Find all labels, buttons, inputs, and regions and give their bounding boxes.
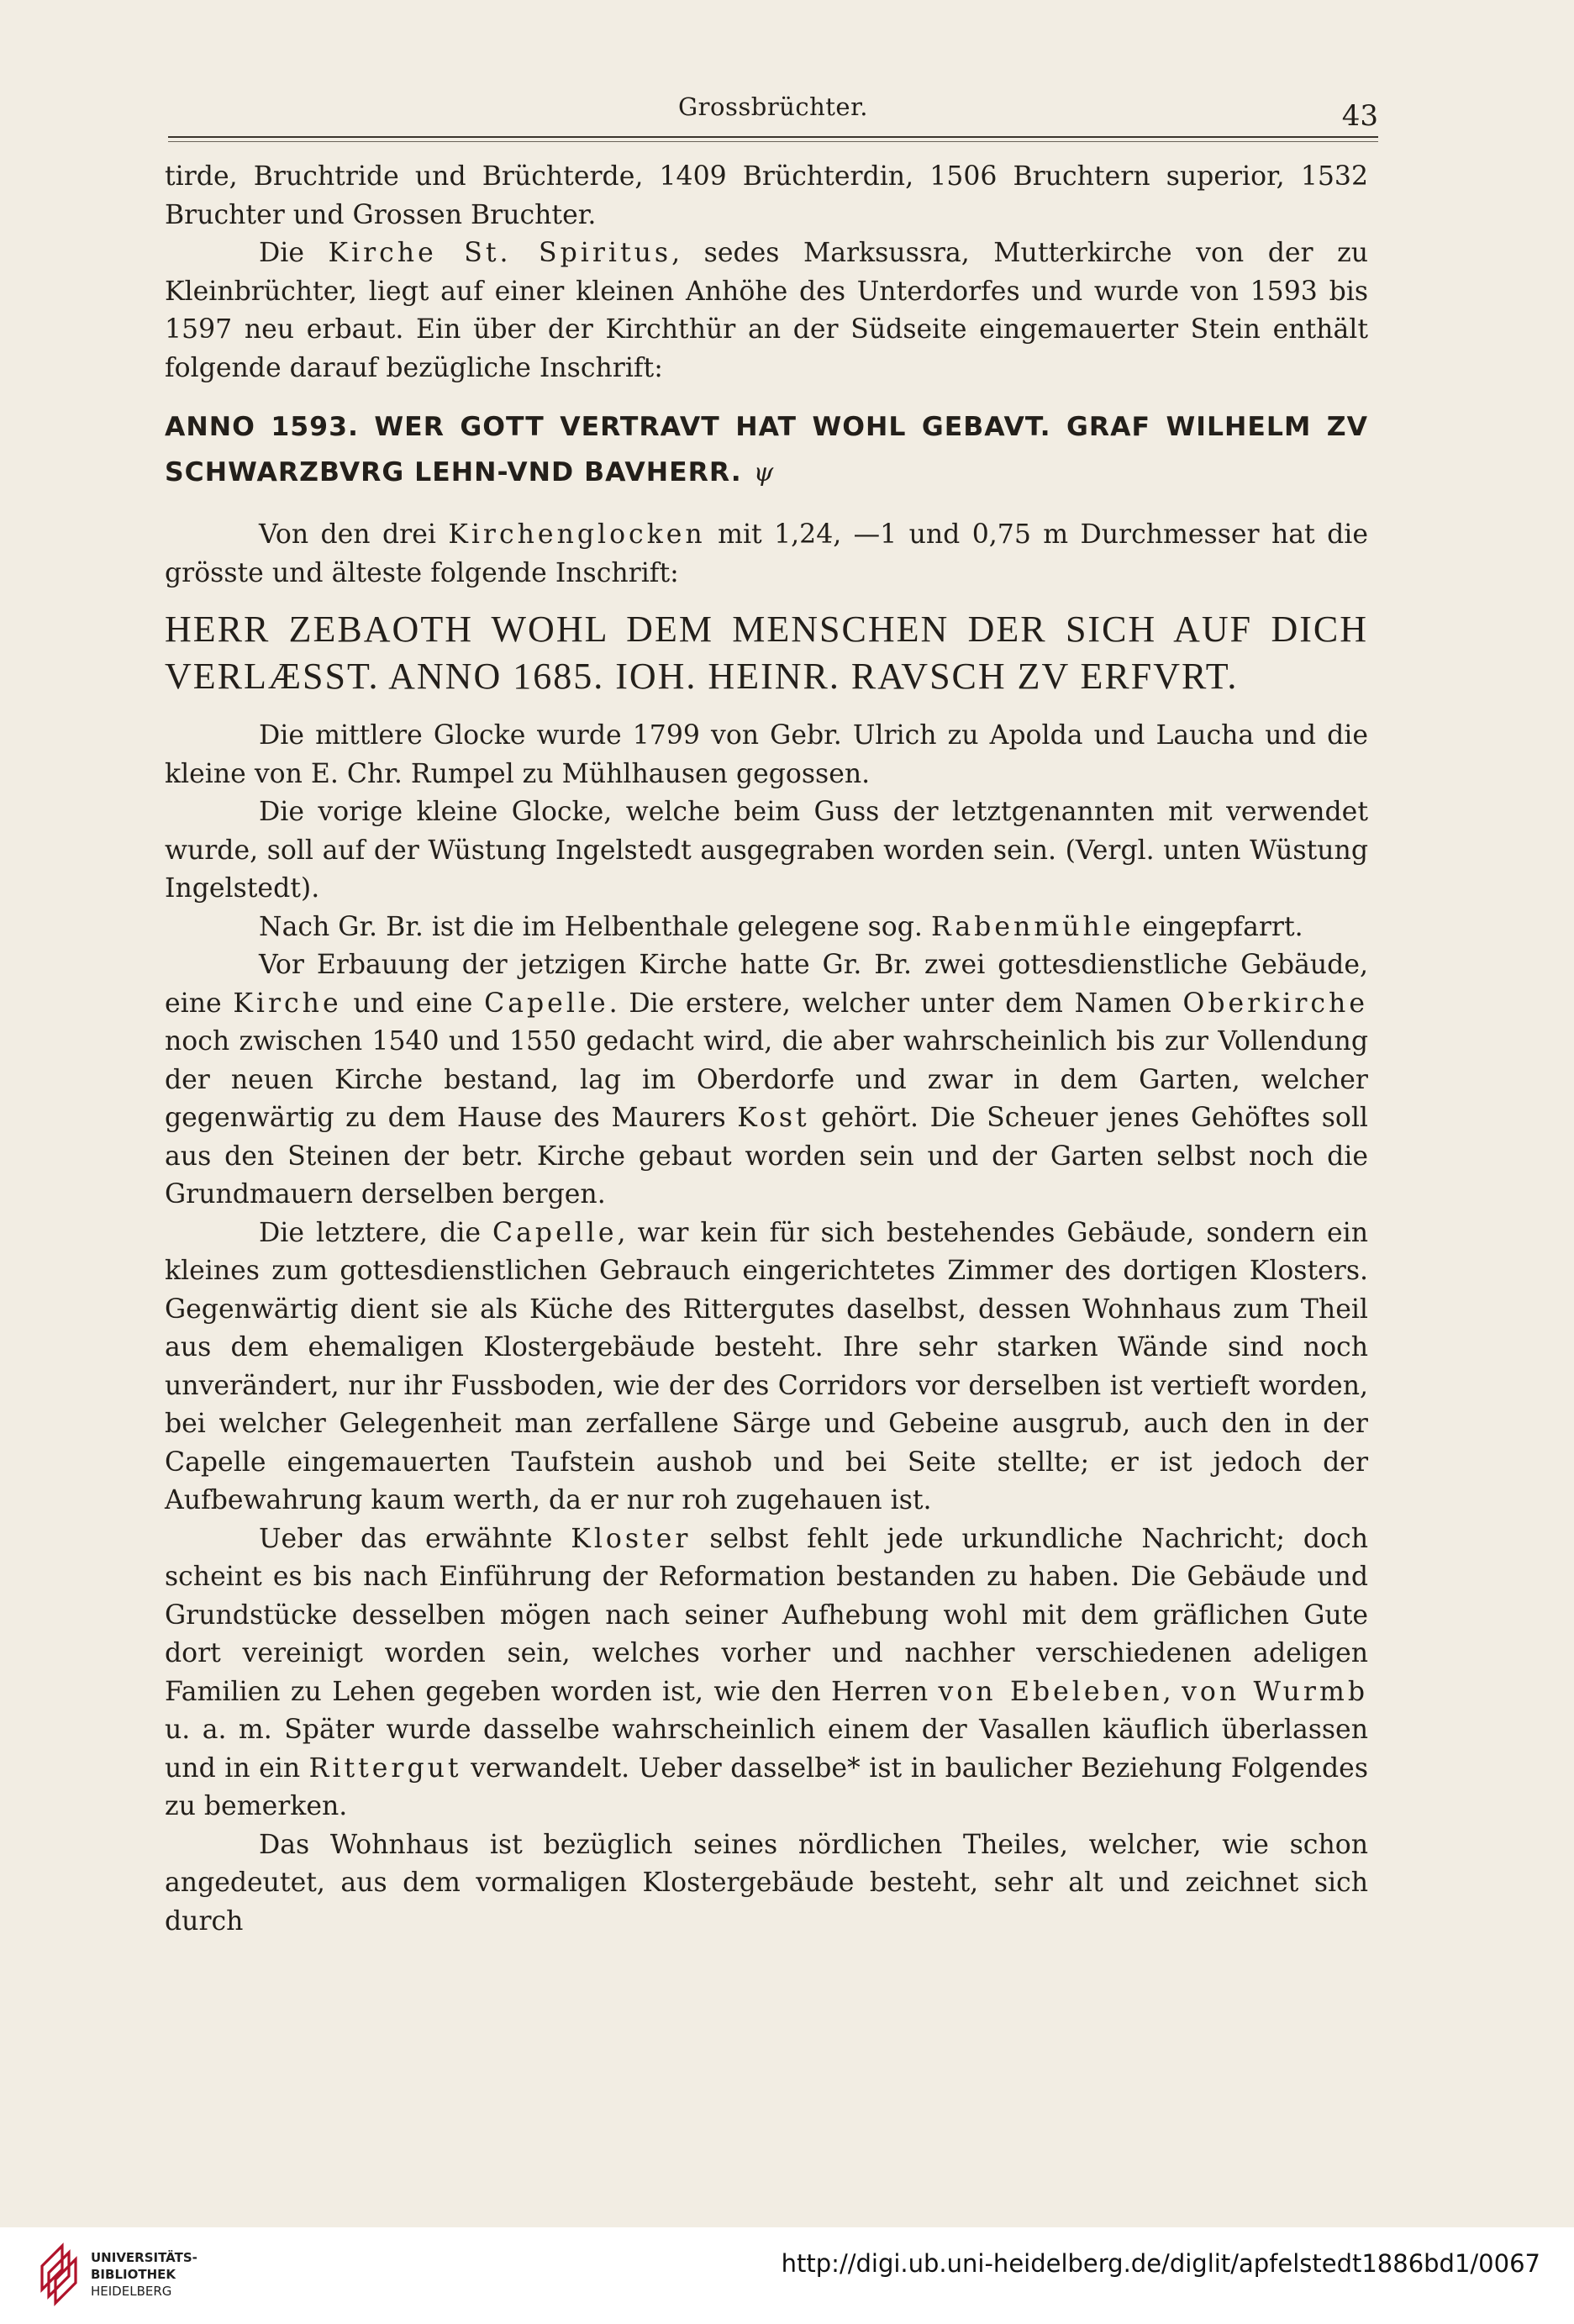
paragraph-7	[165, 946, 1368, 1215]
page-header	[168, 84, 1378, 145]
inscription-bell-text: HERR ZEBAOTH WOHL DEM MENSCHEN DER SICH AUF DICH VERLÆSST. ANNO 1685. IOH. HEINR. RAVSCH ZV ERFVRT.	[165, 609, 1368, 697]
ub-heidelberg-logo-icon	[29, 2241, 87, 2311]
paragraph-7-spaced-kirche: Kirche	[233, 988, 342, 1019]
paragraph-10-text: Das Wohnhaus ist bezüglich seines nördlichen Theiles, welcher, wie schon angedeutet, aus dem vormaligen Klostergebäude besteht, sehr alt und zeichnet sich durch	[165, 1829, 1368, 1937]
paragraph-1-text: tirde, Bruchtride und Brüchterde, 1409 Brüchterdin, 1506 Bruchtern superior, 1532 Bruchter und Grossen Bruchter.	[165, 161, 1368, 230]
running-title: Grossbrüchter.	[678, 92, 868, 121]
paragraph-2	[165, 235, 1368, 387]
paragraph-6	[165, 909, 1368, 947]
paragraph-6-spaced: Rabenmühle	[930, 911, 1134, 942]
paragraph-9-spaced-rittergut: Rittergut	[308, 1752, 462, 1784]
paragraph-5	[165, 793, 1368, 909]
library-name-line-3: HEIDELBERG	[91, 2284, 172, 2299]
paragraph-9-text-g: u. a. m. Später wurde dasselbe wahrscheinlich einem der Vasallen käuflich überlassen und in ein	[165, 1715, 1368, 1784]
inscription-bell	[165, 606, 1368, 700]
page-number: 43	[1341, 99, 1378, 133]
paragraph-7-text-e: . Die erstere, welcher unter dem Namen	[608, 988, 1183, 1019]
paragraph-7-spaced-capelle: Capelle	[484, 988, 609, 1019]
inscription-stone	[165, 404, 1368, 496]
paragraph-8-spaced-capelle: Capelle	[492, 1217, 618, 1248]
paragraph-9-spaced-kloster: Kloster	[571, 1523, 692, 1554]
paragraph-9-text-i: verwandelt. Ueber dasselbe* ist in baulicher Beziehung Folgendes zu bemerken.	[165, 1752, 1368, 1821]
paragraph-7-spaced-kost: Kost	[737, 1103, 810, 1133]
paragraph-7-text-i: gehört. Die Scheuer jenes Gehöftes soll aus den Steinen der betr. Kirche gebaut worden sein und der Garten selbst noch die Grundmauern derselben bergen.	[165, 1103, 1368, 1209]
header-rule-thin	[168, 141, 1378, 142]
library-name-line-1: UNIVERSITÄTS-	[91, 2250, 197, 2265]
paragraph-9-spaced-wurmb: von Wurmb	[1182, 1676, 1369, 1707]
paragraph-9	[165, 1520, 1368, 1826]
paragraph-6-text-a: Nach Gr. Br. ist die im Helbenthale gelegene sog.	[259, 911, 931, 942]
paragraph-2-spaced: Kirche St. Spiritus	[328, 238, 672, 268]
paragraph-7-text-g: noch zwischen 1540 und 1550 gedacht wird, die aber wahrscheinlich bis zur Vollendung der neuen Kirche bestand, lag im Oberdorfe und zwar in dem Garten, welcher gegenwärtig zu dem Hause des Maurers	[165, 1026, 1368, 1133]
paragraph-4	[165, 717, 1368, 793]
mason-mark: ψ	[753, 458, 775, 487]
paragraph-3-spaced: Kirchenglocken	[448, 519, 706, 550]
inscription-stone-text: ANNO 1593. WER GOTT VERTRAVT HAT WOHL GEBAVT. GRAF WILHELM ZV SCHWARZBVRG LEHN-VND BAVHERR.	[165, 412, 1368, 487]
paragraph-3-text-b: mit 1,24, —1 und 0,75 m Durchmesser hat die grösste und älteste folgende Inschrift:	[165, 519, 1368, 588]
paragraph-8-text-c: , war kein für sich bestehendes Gebäude, sondern ein kleines zum gottesdienstlichen Gebrauch eingerichtetes Zimmer des dortigen Klosters. Gegenwärtig dient sie als Küche des Rittergutes daselbst, dessen Wohnhaus zum Theil aus dem ehemaligen Klostergebäude besteht. Ihre sehr starken Wände sind noch unverändert, nur ihr Fussboden, wie der des Corridors vor derselben ist vertieft worden, bei welcher Gelegenheit man zerfallene Särge und Gebeine ausgrub, auch den in der Capelle eingemauerten Taufstein aushob und bei Seite stellte; er ist jedoch der Aufbewahrung kaum werth, da er nur roh zugehauen ist.	[165, 1217, 1368, 1515]
paragraph-8-text-a: Die letztere, die	[259, 1217, 493, 1248]
paragraph-7-spaced-oberkirche: Oberkirche	[1182, 988, 1368, 1019]
digitization-footer	[0, 2227, 1574, 2324]
library-name	[91, 2249, 197, 2300]
header-rule	[168, 136, 1378, 138]
paragraph-9-text-a: Ueber das erwähnte	[259, 1523, 571, 1554]
paragraph-6-text-b: eingepfarrt.	[1134, 911, 1303, 942]
paragraph-2-text-a: Die	[259, 238, 329, 268]
library-name-line-2: BIBLIOTHEK	[91, 2267, 176, 2282]
body-text	[165, 158, 1368, 1941]
paragraph-5-text: Die vorige kleine Glocke, welche beim Guss der letztgenannten mit verwendet wurde, soll auf der Wüstung Ingelstedt ausgegraben worden sein. (Vergl. unten Wüstung Ingelstedt).	[165, 797, 1368, 904]
paragraph-8	[165, 1215, 1368, 1520]
paragraph-2-text-b: , sedes Marksussra, Mutterkirche von der zu Kleinbrüchter, liegt auf einer kleinen Anhöhe des Unterdorfes und wurde von 1593 bis 1597 neu erbaut. Ein über der Kirchthür an der Südseite eingemauerter Stein enthält folgende darauf bezügliche Inschrift:	[165, 238, 1369, 383]
source-url-link[interactable]: http://digi.ub.uni-heidelberg.de/diglit/apfelstedt1886bd1/0067	[781, 2249, 1540, 2278]
paragraph-9-text-e: ,	[1162, 1676, 1182, 1707]
paragraph-3	[165, 516, 1368, 593]
paragraph-7-text-c: und eine	[341, 988, 485, 1019]
paragraph-7-text-a: Vor Erbauung der jetzigen Kirche hatte Gr. Br. zwei gottesdienstliche Gebäude, eine	[165, 950, 1368, 1019]
paragraph-4-text: Die mittlere Glocke wurde 1799 von Gebr. Ulrich zu Apolda und Laucha und die kleine von E. Chr. Rumpel zu Mühlhausen gegossen.	[165, 720, 1368, 789]
paragraph-9-text-c: selbst fehlt jede urkundliche Nachricht; doch scheint es bis nach Einführung der Reformation bestanden zu haben. Die Gebäude und Grundstücke desselben mögen nach seiner Aufhebung wohl mit dem gräflichen Gute dort vereinigt worden sein, welches vorher und nachher verschiedenen adeligen Familien zu Lehen gegeben worden ist, wie den Herren	[165, 1523, 1368, 1707]
paragraph-1	[165, 158, 1368, 235]
paragraph-9-spaced-ebeleben: von Ebeleben	[938, 1676, 1163, 1707]
paragraph-10	[165, 1826, 1368, 1942]
paragraph-3-text-a: Von den drei	[259, 519, 449, 550]
